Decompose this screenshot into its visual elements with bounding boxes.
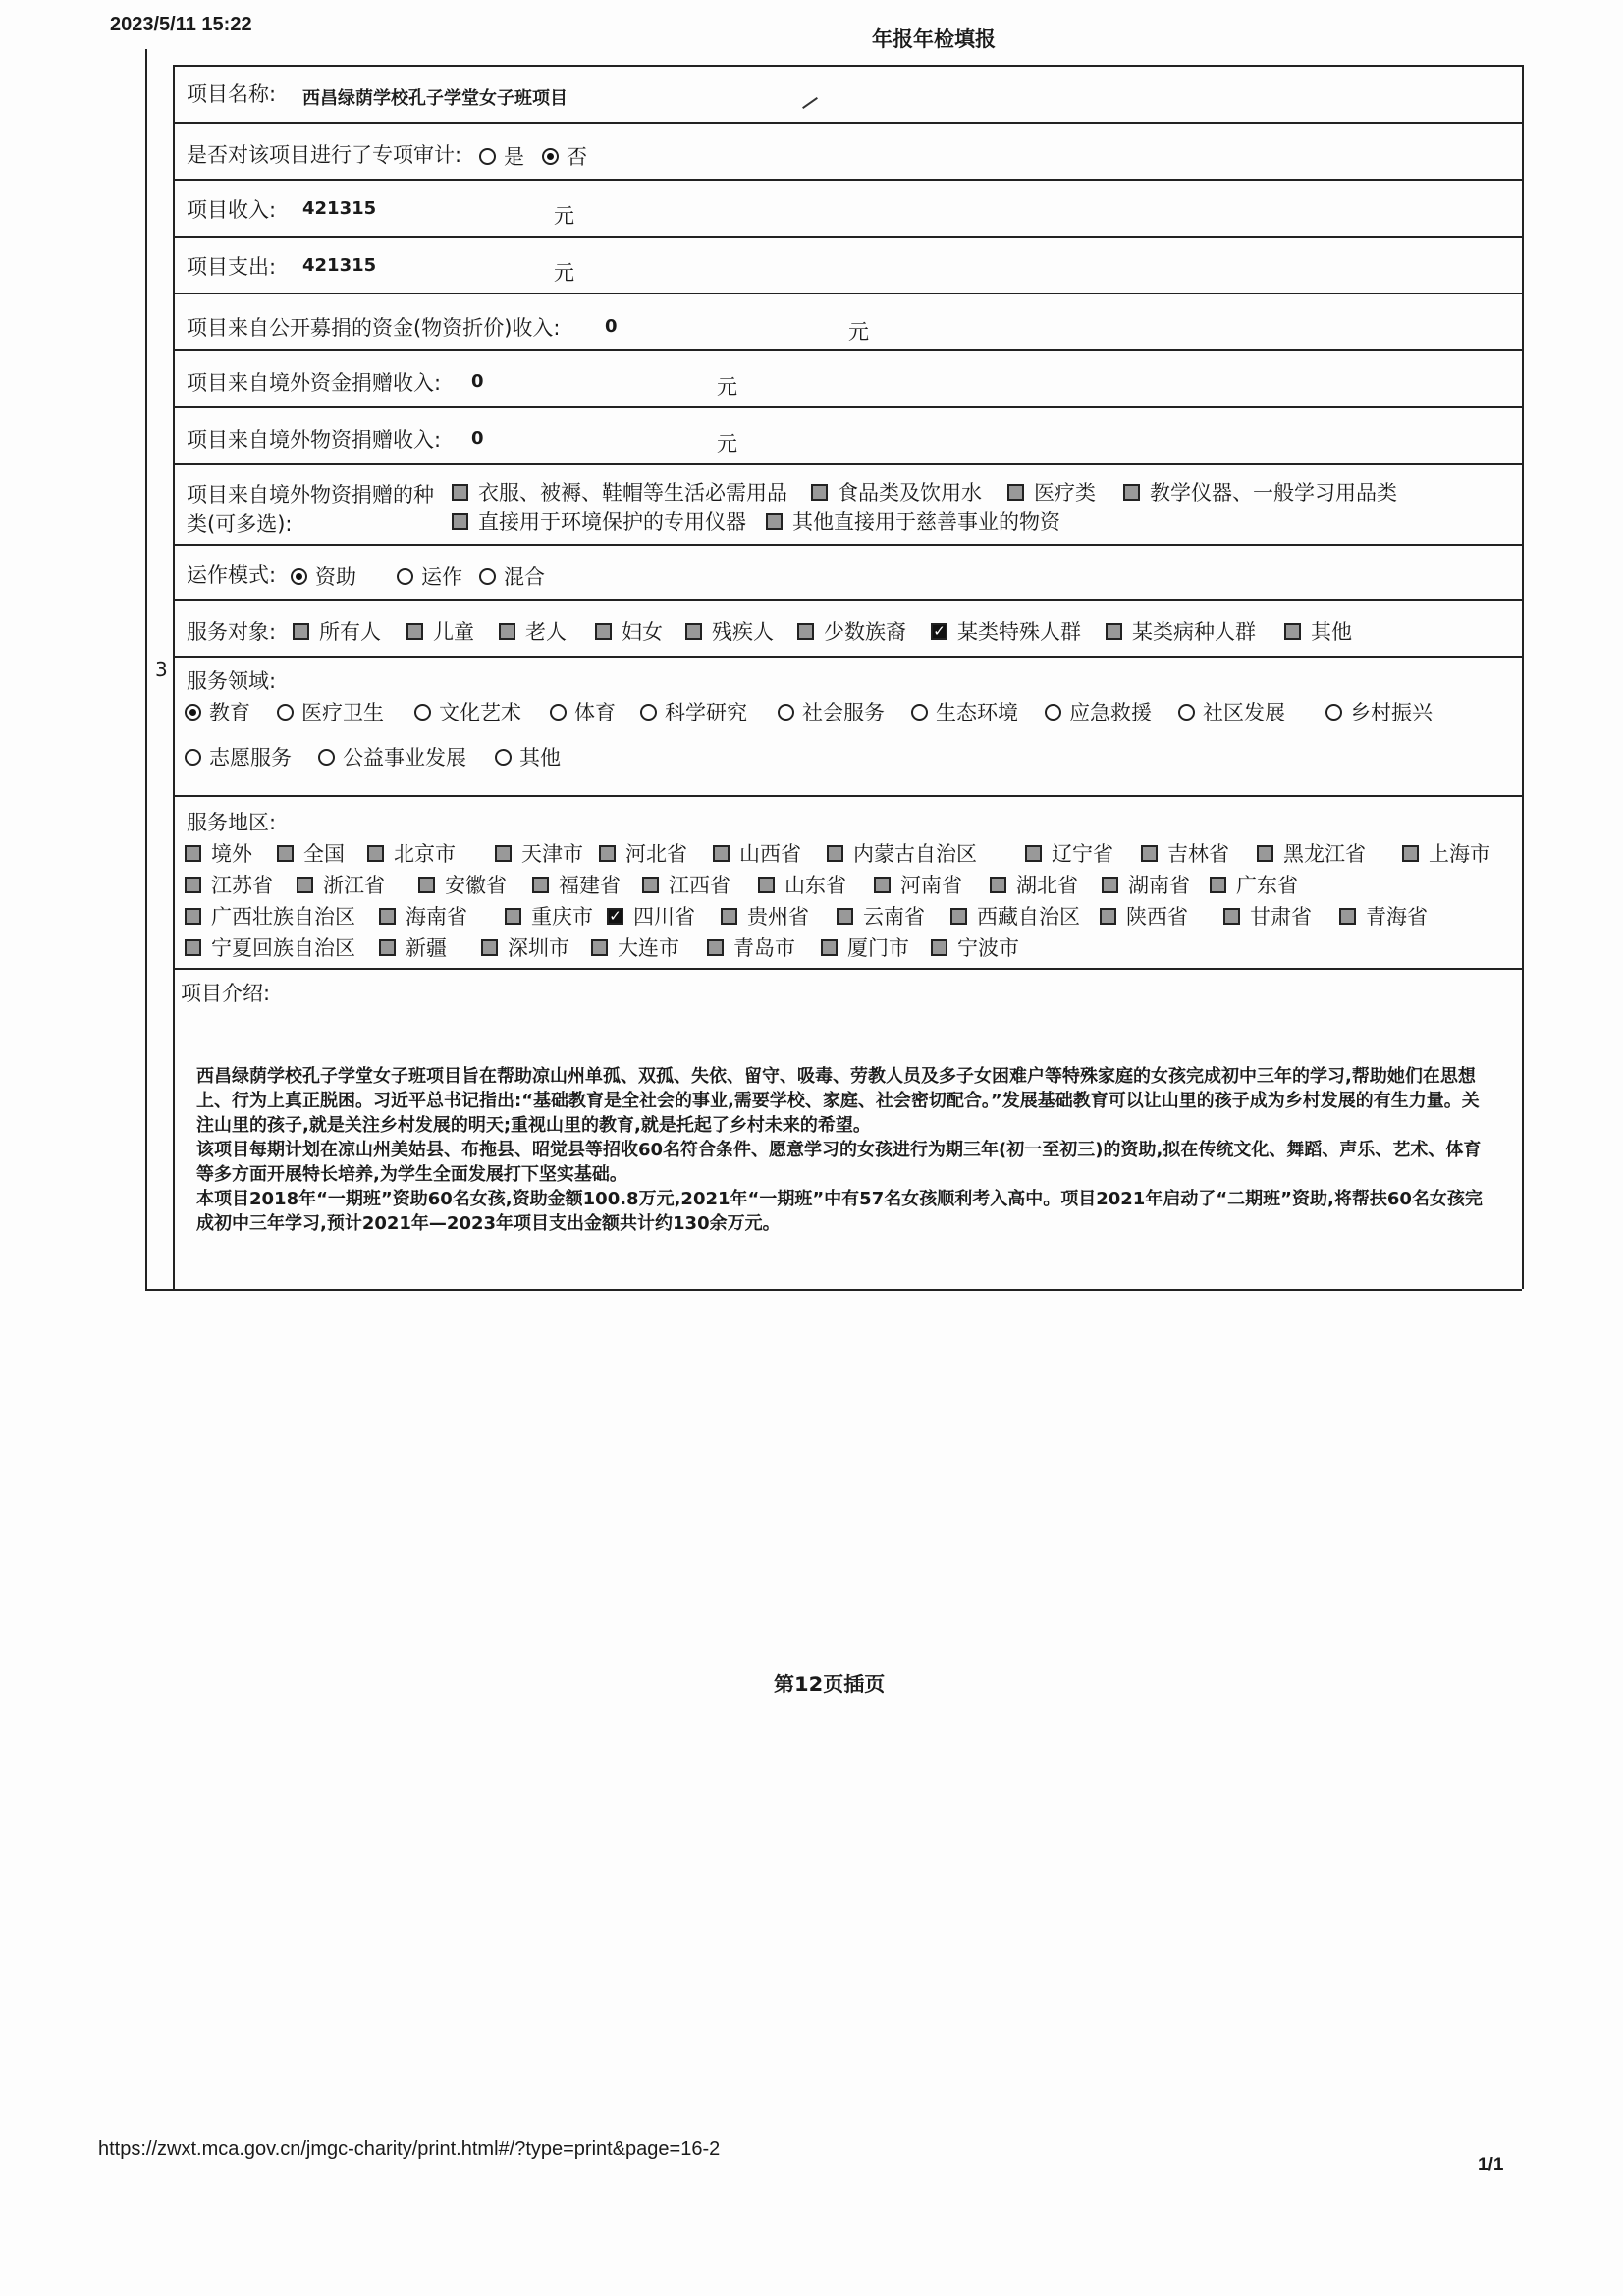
region-option-label: 厦门市 [847,936,909,960]
field-option-label: 乡村振兴 [1350,701,1433,724]
region-option-label: 湖南省 [1128,874,1190,897]
region-option[interactable] [532,870,621,899]
radio-button[interactable] [479,568,496,585]
region-option-label: 深圳市 [508,936,569,960]
public-fund-value: 0 [605,316,618,337]
checkbox[interactable] [874,877,891,893]
target-option-label: 妇女 [622,620,663,644]
checkbox[interactable] [713,845,730,862]
region-option-label: 青海省 [1366,905,1428,929]
intro-paragraph: 西昌绿荫学校孔子学堂女子班项目旨在帮助凉山州单孤、双孤、失依、留守、吸毒、劳教人员及多子女困难户等特殊家庭的女孩完成初中三年的学习,帮助她们在思想上、行为上真正脱困。习近平总书记指出:“基础教育是全社会的事业,需要学校、家庭、社会密切配合。”发展基础教育可以让山里的孩子成为乡村发展的有生力量。关注山里的孩子,就是关注乡村发展的明天;重视山里的教育,就是托起了乡村未来的希望。 [196,1066,1480,1136]
project-name-row [175,67,1522,124]
checkbox[interactable] [1102,877,1118,893]
project-name-value: 西昌绿荫学校孔子学堂女子班项目 [302,88,568,109]
checkbox[interactable] [1223,908,1240,925]
goods-type-option[interactable] [452,507,746,536]
field-option[interactable] [318,742,466,772]
checkbox[interactable] [766,513,783,530]
region-option[interactable] [837,901,925,931]
field-option[interactable] [495,742,561,772]
mode-option-label: 混合 [504,565,545,589]
checkbox[interactable] [406,623,423,640]
checkbox[interactable] [185,908,201,925]
income-row [175,181,1522,238]
checkbox[interactable] [452,484,468,501]
radio-button[interactable] [542,148,559,165]
region-option[interactable] [1210,870,1298,899]
page-title: 年报年检填报 [872,27,996,51]
radio-button[interactable] [291,568,307,585]
radio-button[interactable] [640,704,657,721]
region-option[interactable] [367,838,456,868]
checkbox[interactable]: ✓ [607,908,623,925]
field-option[interactable] [640,697,747,726]
income-unit: 元 [554,204,574,228]
radio-button[interactable] [495,749,512,766]
target-option[interactable] [931,616,1081,646]
field-option-label: 社会服务 [802,701,885,724]
checkbox[interactable] [837,908,853,925]
field-option[interactable] [1045,697,1152,726]
region-option-label: 青岛市 [733,936,795,960]
region-option-label: 新疆 [406,936,447,960]
region-option-label: 宁波市 [957,936,1019,960]
checkbox[interactable] [642,877,659,893]
region-option-label: 天津市 [521,842,583,866]
audit-option[interactable] [542,141,587,171]
target-option[interactable] [1284,616,1352,646]
goods-type-row [175,465,1522,546]
region-option-label: 江苏省 [211,874,273,897]
checkbox[interactable] [1284,623,1301,640]
expense-unit: 元 [554,261,574,285]
page-insert-label: 第12页插页 [774,1673,886,1696]
region-option[interactable] [185,901,355,931]
region-option-label: 全国 [303,842,345,866]
region-option[interactable] [931,933,1019,962]
region-option[interactable] [1257,838,1366,868]
field-option[interactable] [414,697,521,726]
region-option-label: 山东省 [784,874,846,897]
region-option[interactable] [758,870,846,899]
fields-row [175,658,1522,797]
checkbox[interactable] [495,845,512,862]
target-option-label: 某类病种人群 [1132,620,1256,644]
radio-button[interactable] [479,148,496,165]
radio-button[interactable] [185,704,201,721]
goods-type-label-line1: 项目来自境外物资捐赠的种 [187,483,434,507]
region-option[interactable] [821,933,909,962]
field-option[interactable] [1178,697,1285,726]
region-option[interactable] [950,901,1080,931]
targets-row [175,601,1522,658]
checkbox[interactable] [505,908,521,925]
region-option-label: 内蒙古自治区 [853,842,977,866]
field-option-label: 医疗卫生 [301,701,384,724]
region-option-label: 宁夏回族自治区 [211,936,355,960]
regions-row [175,797,1522,970]
target-option-label: 儿童 [433,620,474,644]
region-option[interactable] [481,933,569,962]
public-fund-row [175,294,1522,351]
field-option[interactable] [778,697,885,726]
checkbox[interactable] [367,845,384,862]
region-option-label: 浙江省 [323,874,385,897]
target-option[interactable] [406,616,474,646]
checkbox[interactable] [990,877,1006,893]
region-option[interactable] [277,838,345,868]
goods-type-option-label: 医疗类 [1034,481,1096,505]
radio-button[interactable] [397,568,413,585]
checkbox[interactable] [499,623,515,640]
checkbox[interactable] [532,877,549,893]
checkbox[interactable] [481,939,498,956]
goods-type-option[interactable] [1007,477,1096,507]
region-option-label: 甘肃省 [1250,905,1312,929]
region-option[interactable] [1141,838,1229,868]
region-option-label: 海南省 [406,905,467,929]
checkbox[interactable] [379,939,396,956]
mode-option[interactable] [479,561,545,591]
target-option-label: 残疾人 [712,620,774,644]
radio-button[interactable] [911,704,928,721]
intro-paragraph: 该项目每期计划在凉山州美姑县、布拖县、昭觉县等招收60名符合条件、愿意学习的女孩进行为期三年(初一至初三)的资助,拟在传统文化、舞蹈、声乐、艺术、体育等多方面开展特长培养,为学生全面发展打下坚实基础。 [196,1140,1482,1185]
radio-button[interactable] [550,704,567,721]
region-option-label: 贵州省 [747,905,809,929]
row-number: 3 [155,658,168,681]
checkbox[interactable] [185,939,201,956]
target-option-label: 少数族裔 [824,620,906,644]
checkbox[interactable] [1402,845,1419,862]
region-option[interactable] [1223,901,1312,931]
target-option-label: 某类特殊人群 [957,620,1081,644]
radio-button[interactable] [1178,704,1195,721]
region-option-label: 境外 [211,842,252,866]
region-option[interactable] [599,838,687,868]
region-option[interactable] [379,933,447,962]
checkbox[interactable] [293,623,309,640]
target-option[interactable] [499,616,567,646]
region-option-label: 安徽省 [445,874,507,897]
targets-label: 服务对象: [187,620,277,644]
checkbox[interactable] [452,513,468,530]
overseas-goods-row [175,408,1522,465]
region-option-label: 辽宁省 [1052,842,1113,866]
checkbox[interactable] [1210,877,1226,893]
region-option-label: 大连市 [618,936,679,960]
target-option-label: 其他 [1311,620,1352,644]
region-option-label: 广东省 [1236,874,1298,897]
overseas-goods-label: 项目来自境外物资捐赠收入: [187,428,442,452]
project-form [145,49,1522,1291]
checkbox[interactable]: ✓ [931,623,947,640]
expense-row [175,238,1522,294]
goods-type-option-label: 其他直接用于慈善事业的物资 [792,510,1060,534]
income-label: 项目收入: [187,198,277,222]
overseas-fund-row [175,351,1522,408]
region-option[interactable] [495,838,583,868]
mode-label: 运作模式: [187,563,277,587]
audit-option[interactable] [479,141,524,171]
region-option[interactable] [505,901,593,931]
region-option[interactable] [185,870,273,899]
field-option-label: 应急救援 [1069,701,1152,724]
radio-button[interactable] [414,704,431,721]
checkbox[interactable] [379,908,396,925]
expense-label: 项目支出: [187,255,277,279]
region-option-label: 吉林省 [1167,842,1229,866]
radio-button[interactable] [1325,704,1342,721]
checkbox[interactable] [185,877,201,893]
region-option[interactable] [721,901,809,931]
checkbox[interactable] [1106,623,1122,640]
region-option[interactable] [1102,870,1190,899]
goods-type-option-label: 衣服、被褥、鞋帽等生活必需用品 [478,481,787,505]
target-option[interactable] [595,616,663,646]
field-option-label: 生态环境 [936,701,1018,724]
region-option-label: 北京市 [394,842,456,866]
fields-label: 服务领域: [187,669,277,693]
intro-label: 项目介绍: [181,982,271,1005]
region-option[interactable] [185,838,252,868]
region-option-label: 湖北省 [1016,874,1078,897]
region-option-label: 重庆市 [531,905,593,929]
project-name-label: 项目名称: [187,82,277,106]
region-option[interactable] [1339,901,1428,931]
goods-type-option-label: 教学仪器、一般学习用品类 [1150,481,1397,505]
checkbox[interactable] [821,939,838,956]
region-option[interactable] [990,870,1078,899]
field-option-label: 教育 [209,701,250,724]
public-fund-unit: 元 [848,320,869,344]
project-form-inner [173,65,1524,1289]
checkbox[interactable] [1007,484,1024,501]
checkbox[interactable] [707,939,724,956]
mode-option-label: 资助 [315,565,356,589]
region-option[interactable] [607,901,695,931]
goods-type-option-label: 食品类及饮用水 [838,481,982,505]
mode-row [175,546,1522,601]
region-option[interactable] [1100,901,1188,931]
checkbox[interactable] [1339,908,1356,925]
region-option[interactable] [185,933,355,962]
goods-type-option[interactable] [766,507,1060,536]
field-option-label: 科学研究 [665,701,747,724]
public-fund-label: 项目来自公开募捐的资金(物资折价)收入: [187,316,561,340]
region-option[interactable] [827,838,977,868]
checkbox[interactable] [758,877,775,893]
field-option[interactable] [911,697,1018,726]
page-url: https://zwxt.mca.gov.cn/jmgc-charity/print.html#/?type=print&page=16-2 [98,2138,721,2160]
radio-button[interactable] [318,749,335,766]
overseas-goods-value: 0 [471,428,484,449]
region-option[interactable] [379,901,467,931]
goods-type-label-line2: 类(可多选): [187,512,293,536]
checkbox[interactable] [277,845,294,862]
field-option-label: 志愿服务 [209,746,292,770]
region-option-label: 上海市 [1429,842,1490,866]
target-option-label: 老人 [525,620,567,644]
field-option-label: 其他 [519,746,561,770]
audit-label: 是否对该项目进行了专项审计: [187,143,462,167]
checkbox[interactable] [931,939,947,956]
goods-type-option[interactable] [811,477,982,507]
region-option[interactable] [418,870,507,899]
field-option-label: 体育 [574,701,616,724]
checkbox[interactable] [1025,845,1042,862]
checkbox[interactable] [950,908,967,925]
radio-button[interactable] [277,704,294,721]
radio-button[interactable] [778,704,794,721]
region-option-label: 河北省 [625,842,687,866]
intro-text [196,1064,1490,1236]
checkbox[interactable] [685,623,702,640]
field-option-label: 公益事业发展 [343,746,466,770]
target-option[interactable] [797,616,906,646]
goods-type-option[interactable] [1123,477,1397,507]
region-option-label: 河南省 [900,874,962,897]
region-option-label: 山西省 [739,842,801,866]
field-option[interactable] [185,742,292,772]
print-datetime: 2023/5/11 15:22 [110,14,252,35]
region-option[interactable] [707,933,795,962]
region-option-label: 四川省 [633,905,695,929]
region-option[interactable] [1025,838,1113,868]
field-option-label: 文化艺术 [439,701,521,724]
audit-option-label: 否 [567,145,587,169]
mode-option[interactable] [291,561,356,591]
audit-row [175,124,1522,181]
goods-type-option-label: 直接用于环境保护的专用仪器 [478,510,746,534]
checkbox[interactable] [185,845,201,862]
checkbox[interactable] [595,623,612,640]
region-option[interactable] [642,870,730,899]
checkbox[interactable] [591,939,608,956]
goods-type-option[interactable] [452,477,787,507]
overseas-fund-value: 0 [471,371,484,392]
region-option-label: 福建省 [559,874,621,897]
radio-button[interactable] [1045,704,1061,721]
radio-button[interactable] [185,749,201,766]
intro-paragraph: 本项目2018年“一期班”资助60名女孩,资助金额100.8万元,2021年“一期班”中有57名女孩顺利考入高中。项目2021年启动了“二期班”资助,将帮扶60名女孩完成初中三年学习,预计2021年—2023年项目支出金额共计约130余万元。 [196,1189,1483,1234]
mode-option-label: 运作 [421,565,462,589]
region-option[interactable] [874,870,962,899]
field-option[interactable] [185,697,250,726]
field-option[interactable] [550,697,616,726]
target-option[interactable] [293,616,381,646]
region-option[interactable] [1402,838,1490,868]
audit-option-label: 是 [504,145,524,169]
overseas-fund-label: 项目来自境外资金捐赠收入: [187,371,442,395]
region-option-label: 江西省 [669,874,730,897]
mode-option[interactable] [397,561,462,591]
checkbox[interactable] [418,877,435,893]
overseas-goods-unit: 元 [717,432,737,455]
field-option[interactable] [277,697,384,726]
checkbox[interactable] [797,623,814,640]
expense-value: 421315 [302,255,377,276]
target-option-label: 所有人 [319,620,381,644]
field-option[interactable] [1325,697,1433,726]
checkbox[interactable] [1257,845,1273,862]
field-option-label: 社区发展 [1203,701,1285,724]
target-option[interactable] [685,616,774,646]
region-option-label: 云南省 [863,905,925,929]
income-value: 421315 [302,198,377,219]
checkbox[interactable] [1100,908,1116,925]
region-option-label: 西藏自治区 [977,905,1080,929]
checkbox[interactable] [1123,484,1140,501]
region-option-label: 广西壮族自治区 [211,905,355,929]
checkbox[interactable] [811,484,828,501]
region-option[interactable] [591,933,679,962]
checkbox[interactable] [827,845,843,862]
checkbox[interactable] [599,845,616,862]
checkbox[interactable] [721,908,737,925]
region-option[interactable] [297,870,385,899]
target-option[interactable] [1106,616,1256,646]
region-option[interactable] [713,838,801,868]
checkbox[interactable] [1141,845,1158,862]
region-option-label: 黑龙江省 [1283,842,1366,866]
region-option-label: 陕西省 [1126,905,1188,929]
overseas-fund-unit: 元 [717,375,737,399]
page-count: 1/1 [1478,2155,1504,2175]
checkbox[interactable] [297,877,313,893]
regions-label: 服务地区: [187,811,277,834]
